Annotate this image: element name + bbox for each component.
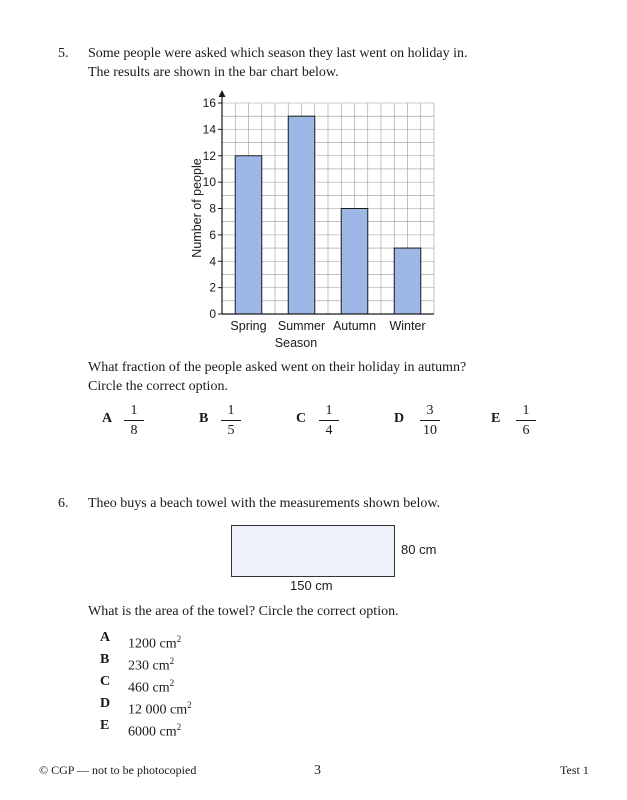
- fraction-bar: [420, 420, 440, 421]
- option-d-answer[interactable]: [128, 696, 192, 720]
- unit-power: 2: [169, 678, 175, 688]
- option-e-letter[interactable]: E: [491, 411, 501, 426]
- option-c-numerator: 1: [325, 403, 333, 418]
- towel-width-label: 150 cm: [290, 578, 333, 593]
- option-c-letter[interactable]: C: [296, 411, 307, 426]
- option-b-letter[interactable]: B: [199, 411, 209, 426]
- unit: cm: [170, 702, 188, 718]
- option-c-denominator: 4: [325, 423, 333, 438]
- option-a-answer[interactable]: [128, 630, 181, 654]
- option-a-numerator: 1: [130, 403, 138, 418]
- unit-power: 2: [176, 634, 182, 644]
- y-tick-label: 12: [202, 148, 216, 163]
- option-e-numerator: 1: [522, 403, 530, 418]
- chart-y-tick-labels: [203, 96, 217, 321]
- x-tick-label-spring: Spring: [230, 319, 267, 333]
- towel-height-label: 80 cm: [401, 542, 437, 557]
- bar-spring: [235, 156, 262, 314]
- y-tick-label: 16: [202, 96, 216, 110]
- footer-page-number: 3: [314, 763, 321, 778]
- option-b-numerator: 1: [227, 403, 235, 418]
- option-a-letter[interactable]: A: [100, 630, 111, 645]
- unit: cm: [159, 724, 177, 740]
- question-5-line-2: The results are shown in the bar chart below.: [88, 65, 339, 80]
- question-5-number: 5.: [58, 46, 69, 61]
- option-d-letter[interactable]: D: [100, 696, 111, 711]
- question-5-line-1: Some people were asked which season they last went on holiday in.: [88, 46, 468, 61]
- option-d-numerator: 3: [426, 403, 434, 418]
- chart-x-tick-labels: [230, 319, 425, 333]
- option-d-value: 12 000: [128, 702, 167, 718]
- question-6-line-1: Theo buys a beach towel with the measurements shown below.: [88, 496, 441, 511]
- option-b-value: 230: [128, 658, 149, 674]
- season-bar-chart: [170, 85, 470, 353]
- question-5-prompt-2: Circle the correct option.: [88, 379, 228, 394]
- y-tick-label: 2: [209, 280, 216, 295]
- unit-power: 2: [176, 722, 182, 732]
- unit-power: 2: [169, 656, 175, 666]
- bar-summer: [288, 116, 315, 314]
- chart-y-axis-label: Number of people: [190, 158, 204, 258]
- option-e-value: 6000: [128, 724, 156, 740]
- option-e-denominator: 6: [522, 423, 530, 438]
- option-d-letter[interactable]: D: [394, 411, 405, 426]
- y-tick-label: 6: [209, 227, 216, 242]
- bar-autumn: [341, 209, 368, 315]
- chart-x-axis-label: Season: [274, 336, 318, 350]
- option-c-letter[interactable]: C: [100, 674, 111, 689]
- unit: cm: [159, 636, 177, 652]
- question-5-prompt-1: What fraction of the people asked went on their holiday in autumn?: [88, 360, 467, 375]
- option-e-fraction[interactable]: [516, 403, 536, 438]
- y-tick-label: 14: [202, 122, 216, 137]
- question-6-prompt: What is the area of the towel? Circle the correct option.: [88, 604, 399, 619]
- x-tick-label-winter: Winter: [389, 319, 426, 333]
- fraction-bar: [124, 420, 144, 421]
- option-a-letter[interactable]: A: [102, 411, 113, 426]
- y-tick-label: 4: [209, 254, 216, 269]
- option-d-denominator: 10: [423, 423, 437, 438]
- bar-winter: [394, 248, 421, 314]
- option-c-fraction[interactable]: [319, 403, 339, 438]
- option-b-letter[interactable]: B: [100, 652, 110, 667]
- option-a-denominator: 8: [130, 423, 138, 438]
- fraction-bar: [516, 420, 536, 421]
- unit: cm: [152, 680, 170, 696]
- y-tick-label: 10: [202, 175, 216, 190]
- option-b-fraction[interactable]: [221, 403, 241, 438]
- option-d-fraction[interactable]: [420, 403, 440, 438]
- option-c-answer[interactable]: [128, 674, 174, 698]
- y-tick-label: 8: [209, 201, 216, 216]
- x-tick-label-summer: Summer: [277, 319, 326, 333]
- x-tick-label-autumn: Autumn: [332, 319, 377, 333]
- question-6-number: 6.: [58, 496, 69, 511]
- option-e-answer[interactable]: [128, 718, 181, 742]
- option-c-value: 460: [128, 680, 149, 696]
- fraction-bar: [221, 420, 241, 421]
- option-a-fraction[interactable]: [124, 403, 144, 438]
- y-tick-label: 0: [209, 307, 216, 321]
- towel-rectangle: [231, 525, 395, 577]
- option-e-letter[interactable]: E: [100, 718, 110, 733]
- footer-copyright: © CGP — not to be photocopied: [39, 763, 197, 777]
- option-b-answer[interactable]: [128, 652, 174, 676]
- unit: cm: [152, 658, 170, 674]
- y-axis-arrow-icon: [219, 90, 226, 97]
- footer-test-label: Test 1: [560, 763, 589, 777]
- unit-power: 2: [187, 700, 192, 710]
- fraction-bar: [319, 420, 339, 421]
- option-a-value: 1200: [128, 636, 156, 652]
- option-b-denominator: 5: [227, 423, 235, 438]
